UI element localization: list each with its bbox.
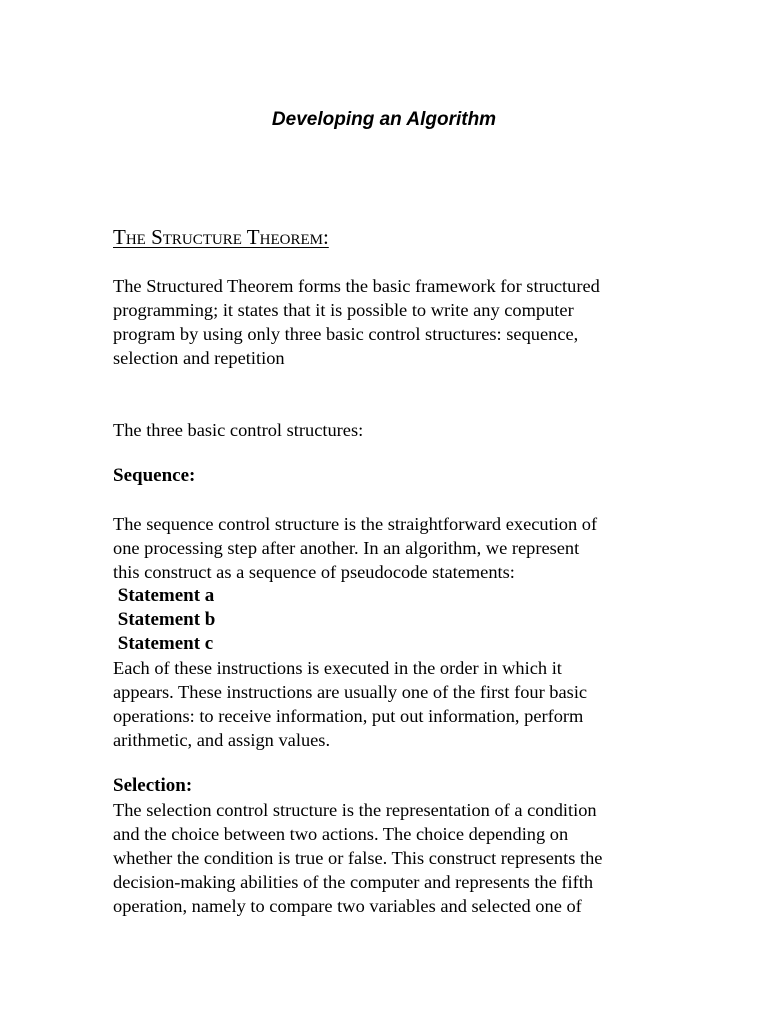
statement-b: Statement b <box>113 609 216 630</box>
sequence-paragraph: The sequence control structure is the straightforward execution of one processing step after another. In an algorithm, we represent this construct as a sequence of pseudocode statements: <box>113 514 598 582</box>
three-structures-line: The three basic control structures: <box>113 420 364 440</box>
statement-list <box>113 584 215 656</box>
selection-heading: Selection: <box>113 775 193 796</box>
document-title: Developing an Algorithm <box>271 109 497 130</box>
statement-a: Statement a <box>113 585 215 606</box>
section-heading-structure-theorem: The Structure Theorem: <box>113 225 329 249</box>
sequence-explanation-paragraph: Each of these instructions is executed in the order in which it appears. These instructions are usually one of the first four basic operations: to receive information, put out information, perform arithmetic, and assign values. <box>113 658 588 750</box>
intro-paragraph: The Structured Theorem forms the basic framework for structured programming; it states that it is possible to write any computer program by using only three basic control structures: sequence, selection and repetition <box>113 276 600 368</box>
statement-c: Statement c <box>113 633 214 654</box>
sequence-heading: Sequence: <box>113 465 196 486</box>
selection-paragraph: The selection control structure is the representation of a condition and the choice between two actions. The choice depending on whether the condition is true or false. This construct represents the decision-making abilities of the computer and represents the fifth operation, namely to compare two variables and selected one of <box>113 800 603 916</box>
